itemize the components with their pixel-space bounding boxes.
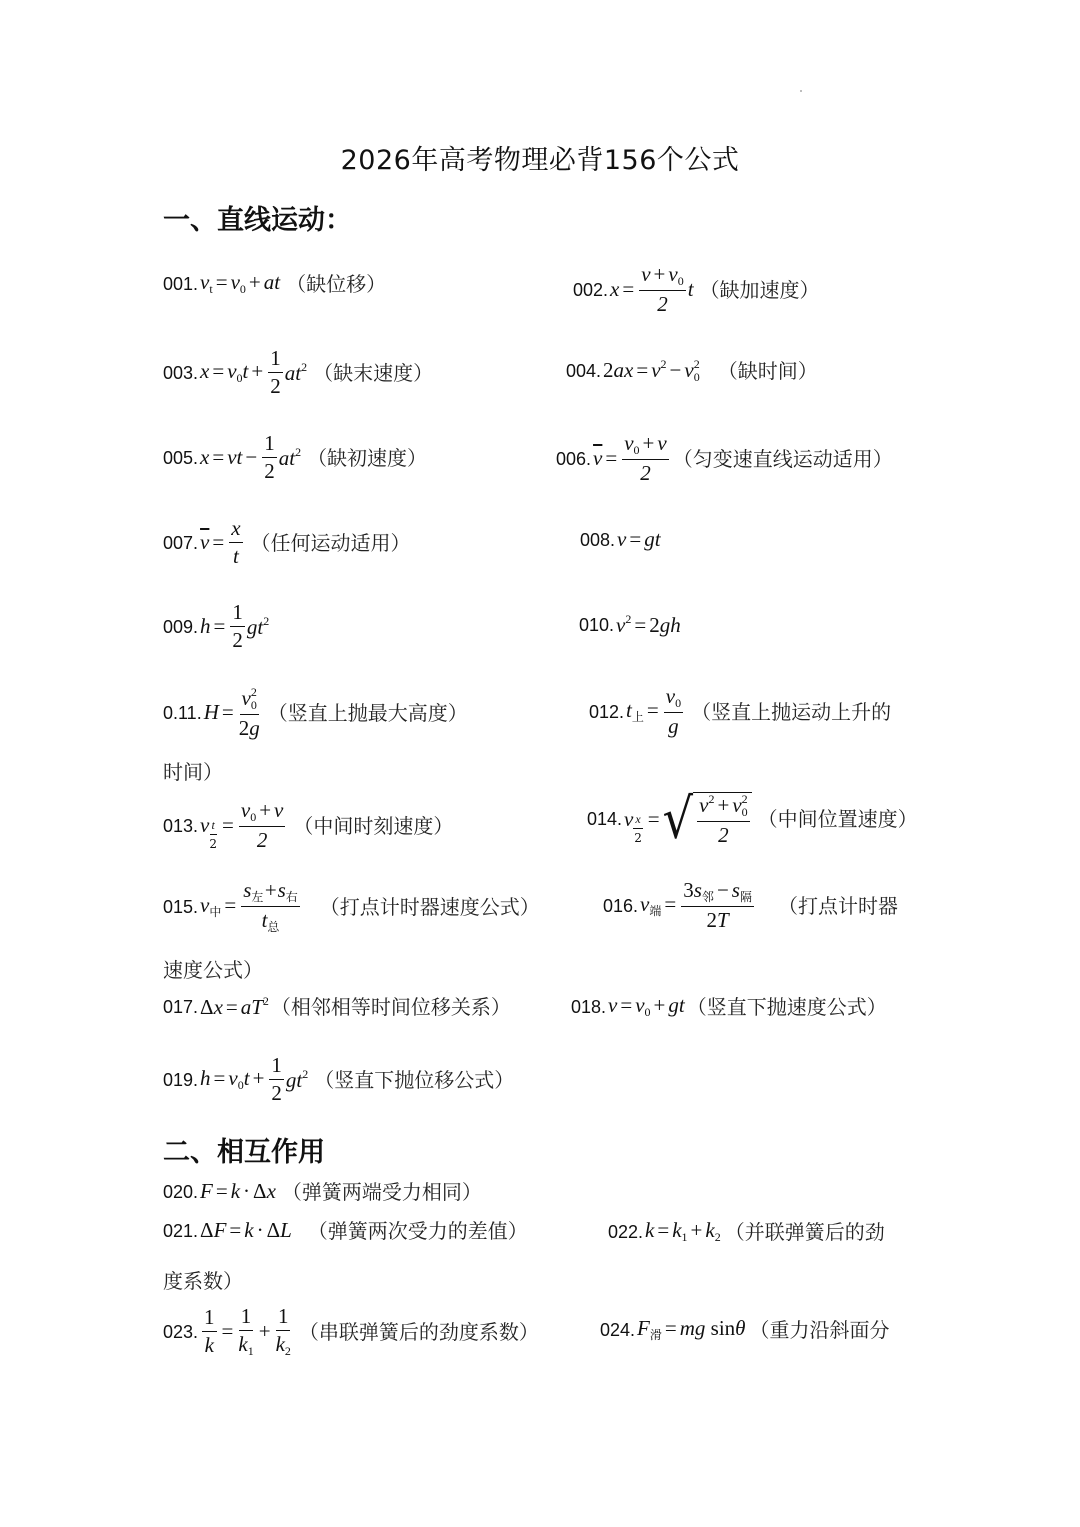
formula-006: 006. $\overline{v}$ = $\frac{v_0 + v}{2}$ （匀变速直线运动适用）	[556, 431, 893, 485]
section-heading-interaction: 二、相互作用	[163, 1137, 325, 1168]
scan-speck	[800, 90, 802, 92]
formula-020: 020. F = k · Δx （弹簧两端受力相同）	[163, 1179, 482, 1204]
formula-016: 016. $v_端$ = $\frac{3s_邻 - s_隔}{2T}$ （打点计时器	[603, 878, 898, 932]
formula-024: 024. $F_滑$ = mg sinθ （重力沿斜面分	[600, 1316, 890, 1342]
page-title: 2026年高考物理必背156个公式	[340, 145, 740, 176]
formula-018: 018. $v = v_0$ + gt （竖直下抛速度公式）	[571, 993, 887, 1019]
formula-017: 017. $\Delta x = aT^2$ （相邻相等时间位移关系）	[163, 994, 511, 1019]
formula-023: 023. $\frac{1}{k}$ = $\frac{1}{k_1}$ + $\frac{1}{k_2}$ （串联弹簧后的劲度系数）	[163, 1304, 539, 1358]
formula-022-wrap: 度系数）	[163, 1269, 243, 1293]
formula-005: 005. x = vt − $\frac{1}{2}$ $at^2$ （缺初速度）	[163, 431, 428, 483]
formula-021: 021. ΔF = k · ΔL （弹簧两次受力的差值）	[163, 1218, 528, 1243]
formula-004: 004. $2ax = v^2 - v_0^2$ （缺时间）	[566, 357, 818, 384]
formula-007: 007. $\overline{v}$ = $\frac{x}{t}$ （任何运动适用）	[163, 516, 411, 568]
formula-015: 015. $v_中$ = $\frac{s_左+s_右}{t_总}$ （打点计时器速度公式）	[163, 878, 540, 934]
formula-008: 008. v = gt	[580, 527, 661, 551]
formula-012-wrap: 时间）	[163, 760, 223, 784]
formula-009: 009. h = $\frac{1}{2}$ $gt^2$	[163, 600, 270, 652]
formula-022: 022. $k = k_1 + k_2$ （并联弹簧后的劲	[608, 1218, 885, 1244]
formula-013: 013. v $\frac{t}{2}$ = $\frac{v_0 + v}{2}$ （中间时刻速度）	[163, 798, 454, 852]
section-heading-linear-motion: 一、直线运动：	[163, 205, 352, 236]
formula-014: 014. v $\frac{x}{2}$ = √ $\frac{v^2 + v_0^2}{2}$ （中间位置速度）	[587, 786, 918, 852]
formula-010: 010. $v^2 = 2gh$	[579, 612, 681, 637]
formula-002: 002. x = $\frac{v + v_0}{2}$ t （缺加速度）	[573, 262, 820, 316]
formula-019: 019. $h = v_0t$ + $\frac{1}{2}$ $gt^2$ （竖直下抛位移公式）	[163, 1053, 515, 1105]
formula-012: 012. $t_上$ = $\frac{v_0}{g}$ （竖直上抛运动上升的	[589, 684, 892, 738]
formula-016-wrap: 速度公式）	[163, 958, 263, 982]
formula-001: 001. $v_t = v_0$ + at （缺位移）	[163, 270, 387, 296]
formula-003: 003. $x = v_0t$ + $\frac{1}{2}$ $at^2$ （缺末速度）	[163, 346, 434, 398]
formula-011: 0.11. H = $\frac{v_0^2}{2g}$ （竖直上抛最大高度）	[163, 685, 468, 740]
